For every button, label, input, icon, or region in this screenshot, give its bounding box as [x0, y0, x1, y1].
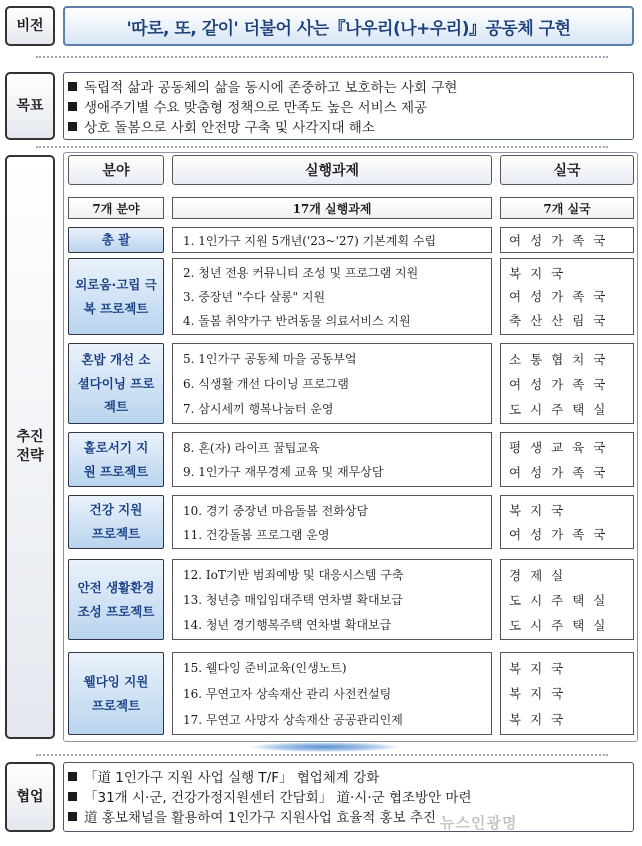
task-item: 4. 돌봄 취약가구 반려동물 의료서비스 지원 [183, 313, 411, 328]
dept-item: 복지국 [509, 660, 573, 676]
divider [36, 754, 608, 756]
square-bullet-icon [68, 812, 77, 821]
task-item: 5. 1인가구 공동체 마을 공동부엌 [183, 352, 357, 366]
square-bullet-icon [68, 102, 77, 111]
dept-item: 복지국 [509, 503, 573, 518]
square-bullet-icon [68, 772, 77, 781]
task-list [172, 495, 492, 549]
task-list [172, 559, 492, 640]
dept-list [500, 559, 634, 640]
dept-item: 여성가족국 [509, 233, 615, 248]
task-item: 6. 식생활 개선 다이닝 프로그램 [183, 377, 349, 391]
dept-item: 여성가족국 [509, 289, 615, 305]
dept-item: 복지국 [509, 712, 573, 728]
dept-list [500, 432, 634, 487]
flow-arrow-decoration [250, 742, 400, 752]
task-item: 7. 삼시세끼 행복나눔터 운영 [183, 402, 334, 416]
goal-text: 독립적 삶과 공동체의 삶을 동시에 존중하고 보호하는 사회 구현 [84, 80, 458, 96]
category-safety: 안전 생활환경 조성 프로젝트 [68, 559, 164, 640]
cooperation-text: 道 홍보채널을 활용하여 1인가구 지원사업 효율적 홍보 추진 [84, 810, 437, 826]
watermark: 뉴스인광명 [440, 814, 518, 832]
task-item: 9. 1인가구 재무경제 교육 및 재무상담 [183, 465, 384, 480]
dept-item: 평생교육국 [509, 440, 615, 456]
strategy-label: 추진 전략 [5, 155, 55, 739]
header-tasks: 실행과제 [172, 155, 492, 185]
goal-item [68, 96, 457, 116]
vision-statement: '따로, 또, 같이' 더불어 사는『나우리(나+우리)』공동체 구현 [63, 6, 634, 46]
task-item: 10. 경기 중장년 마음돌봄 전화상담 [183, 503, 369, 518]
dept-list [500, 258, 634, 335]
category-health: 건강 지원 프로젝트 [68, 495, 164, 549]
task-item: 17. 무연고 사망자 상속재산 공공관리인제 [183, 712, 403, 727]
task-list [172, 227, 492, 253]
square-bullet-icon [68, 122, 77, 131]
divider [36, 146, 608, 148]
dept-item: 복지국 [509, 265, 573, 281]
task-item: 11. 건강돌봄 프로그램 운영 [183, 527, 330, 542]
category-loneliness: 외로움·고립 극복 프로젝트 [68, 258, 164, 335]
divider [36, 56, 608, 58]
dept-item: 도시주택실 [509, 592, 615, 608]
task-item: 14. 청년 경기행복주택 연차별 확대보급 [183, 618, 392, 632]
task-list [172, 258, 492, 335]
task-item: 8. 혼(자) 라이프 꿀팁교육 [183, 440, 320, 455]
task-item: 1. 1인가구 지원 5개년('23~'27) 기본계획 수립 [183, 233, 437, 248]
dept-item: 여성가족국 [509, 527, 615, 542]
goal-text: 상호 돌봄으로 사회 안전망 구축 및 사각지대 해소 [84, 120, 375, 136]
task-item: 15. 웰다잉 준비교육(인생노트) [183, 661, 347, 676]
task-list [172, 343, 492, 424]
goals-list [68, 76, 457, 136]
task-item: 3. 중장년 "수다 살롱" 지원 [183, 289, 326, 304]
square-bullet-icon [68, 82, 77, 91]
cooperation-text: 「31개 시·군, 건강가정지원센터 간담회」 道·시·군 협조방안 마련 [84, 790, 472, 806]
dept-list [500, 343, 634, 424]
category-well-dying: 웰다잉 지원 프로젝트 [68, 652, 164, 735]
dept-item: 도시주택실 [509, 617, 615, 633]
dept-item: 경제실 [509, 567, 573, 583]
dept-item: 여성가족국 [509, 376, 615, 392]
cooperation-item [68, 766, 472, 786]
dept-item: 여성가족국 [509, 464, 615, 480]
dept-list [500, 652, 634, 735]
category-independence: 홀로서기 지원 프로젝트 [68, 432, 164, 487]
cooperation-text: 「道 1인가구 지원 사업 실행 T/F」 협업체계 강화 [84, 770, 380, 786]
goals-label: 목표 [5, 72, 55, 140]
cooperation-item [68, 786, 472, 806]
header-field: 분야 [68, 155, 164, 185]
header-dept: 실국 [500, 155, 634, 185]
task-item: 12. IoT기반 범죄예방 및 대응시스템 구축 [183, 568, 404, 582]
cooperation-item [68, 806, 472, 826]
square-bullet-icon [68, 792, 77, 801]
cooperation-label: 협업 [5, 762, 55, 832]
category-general: 총 괄 [68, 227, 164, 253]
dept-list [500, 227, 634, 253]
vision-label: 비전 [5, 6, 55, 46]
dept-item: 도시주택실 [509, 401, 615, 417]
count-field: 7개 분야 [68, 197, 164, 219]
category-social-dining: 혼밥 개선 소셜다이닝 프로젝트 [68, 343, 164, 424]
goal-item [68, 116, 457, 136]
dept-item: 소통협치국 [509, 351, 615, 367]
goal-text: 생애주기별 수요 맞춤형 정책으로 만족도 높은 서비스 제공 [84, 100, 428, 116]
task-list [172, 652, 492, 735]
count-dept: 7개 실국 [500, 197, 634, 219]
dept-item: 축산산림국 [509, 313, 615, 329]
cooperation-list [68, 766, 472, 826]
count-tasks: 17개 실행과제 [172, 197, 492, 219]
task-item: 2. 청년 전용 커뮤니티 조성 및 프로그램 지원 [183, 266, 419, 281]
dept-item: 복지국 [509, 686, 573, 702]
task-item: 13. 청년층 매입임대주택 연차별 확대보급 [183, 593, 403, 607]
task-item: 16. 무연고자 상속재산 관리 사전컨설팅 [183, 686, 392, 701]
goal-item [68, 76, 457, 96]
task-list [172, 432, 492, 487]
dept-list [500, 495, 634, 549]
